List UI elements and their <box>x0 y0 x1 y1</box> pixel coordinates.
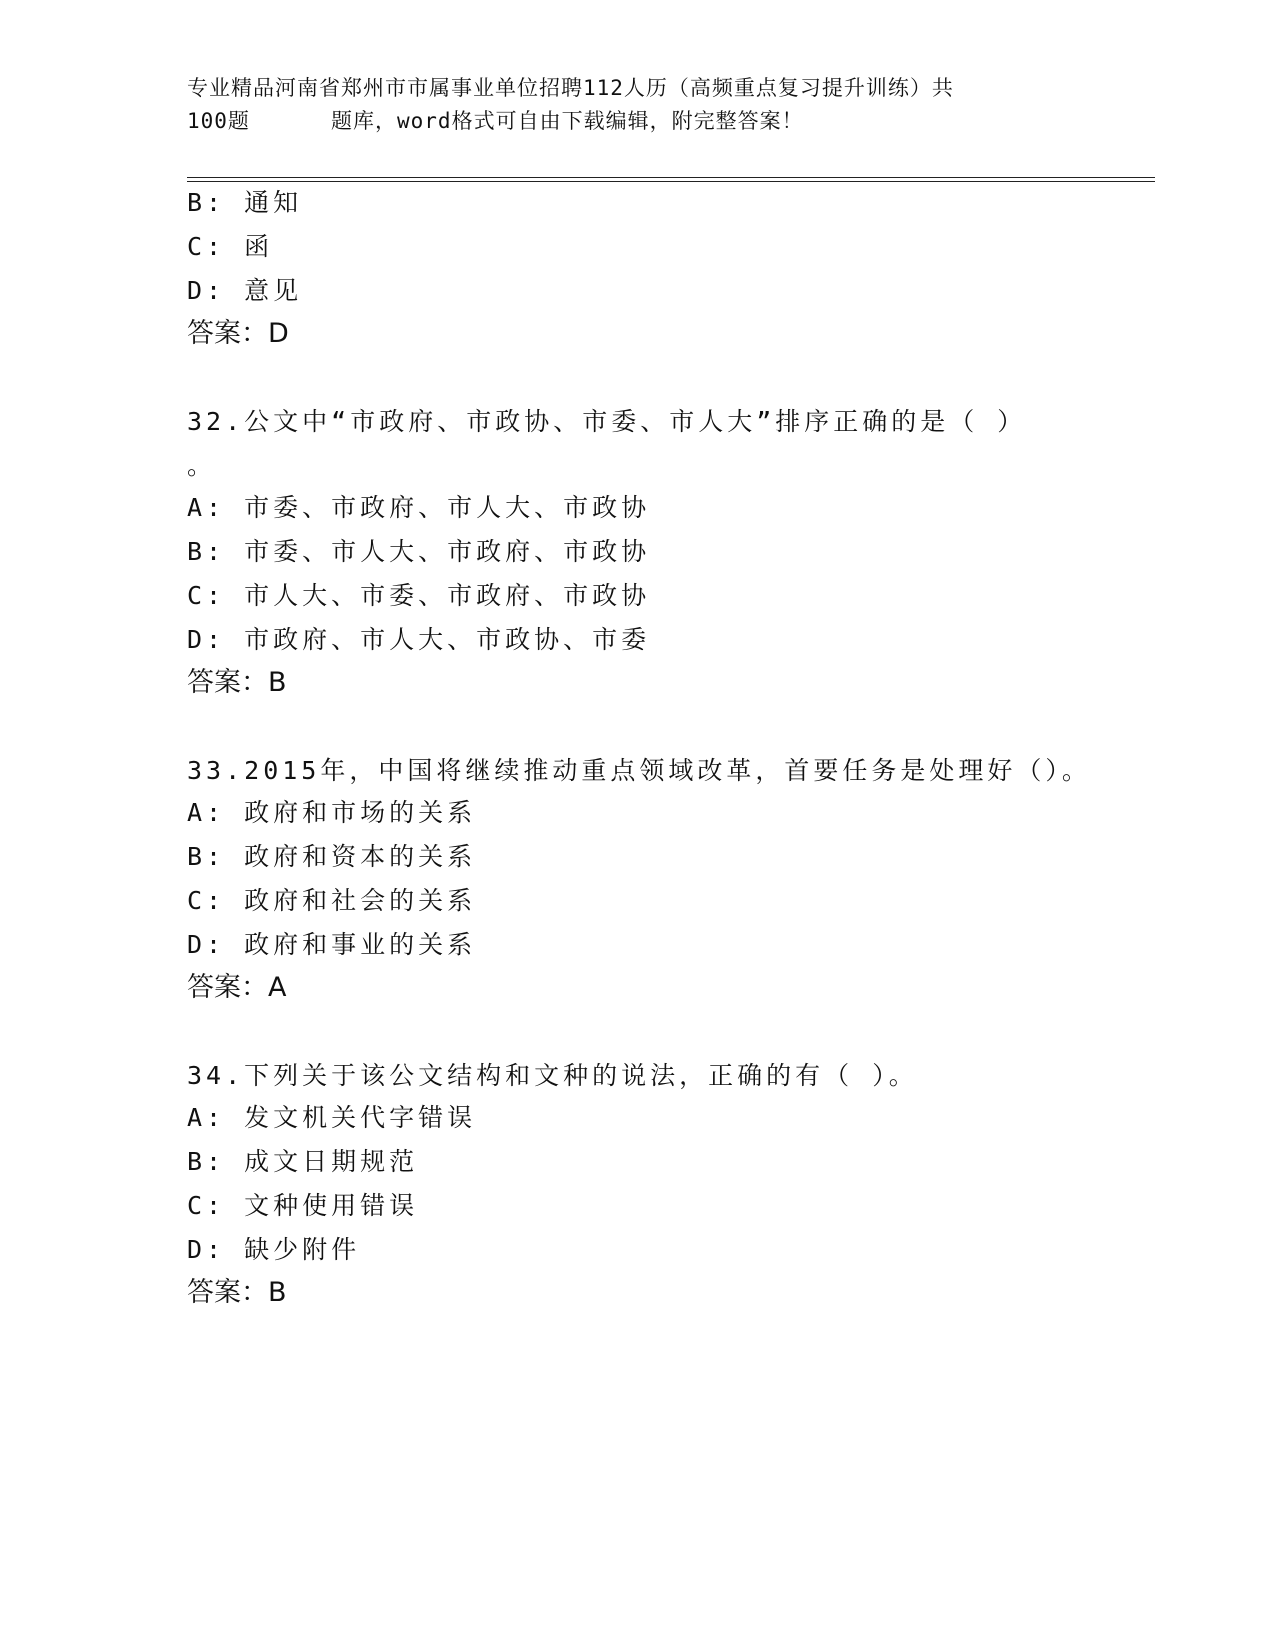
q34-option-c: C: 文种使用错误 <box>187 1191 419 1220</box>
q32-question-continuation: 。 <box>187 451 217 480</box>
header-description: 题库，word格式可自由下载编辑，附完整答案！ <box>331 109 804 133</box>
q33-question: 33.2015年，中国将继续推动重点领域改革，首要任务是处理好（）。 <box>187 756 1091 785</box>
q32-option-b: B: 市委、市人大、市政府、市政协 <box>187 537 651 566</box>
q31-option-b: B: 通知 <box>187 188 303 217</box>
header-line-2 <box>187 105 1107 138</box>
q31-answer: 答案：D <box>187 318 289 349</box>
document-header <box>187 72 1107 138</box>
q34-option-d: D: 缺少附件 <box>187 1235 361 1264</box>
header-divider-bottom <box>187 181 1155 182</box>
q32-answer: 答案：B <box>187 667 287 698</box>
header-question-count: 100题 <box>187 109 250 133</box>
q34-option-a: A: 发文机关代字错误 <box>187 1103 477 1132</box>
q34-question: 34.下列关于该公文结构和文种的说法，正确的有（ ）。 <box>187 1061 918 1090</box>
q32-option-d: D: 市政府、市人大、市政协、市委 <box>187 625 651 654</box>
q33-answer: 答案：A <box>187 972 287 1003</box>
q32-option-a: A: 市委、市政府、市人大、市政协 <box>187 493 651 522</box>
q33-option-c: C: 政府和社会的关系 <box>187 886 477 915</box>
header-divider-top <box>187 177 1155 178</box>
q34-option-b: B: 成文日期规范 <box>187 1147 419 1176</box>
q33-option-a: A: 政府和市场的关系 <box>187 798 477 827</box>
q34-answer: 答案：B <box>187 1277 287 1308</box>
q32-question: 32.公文中“市政府、市政协、市委、市人大”排序正确的是（ ） <box>187 407 1027 436</box>
q33-option-d: D: 政府和事业的关系 <box>187 930 477 959</box>
q32-option-c: C: 市人大、市委、市政府、市政协 <box>187 581 651 610</box>
q33-option-b: B: 政府和资本的关系 <box>187 842 477 871</box>
q31-option-c: C: 函 <box>187 232 274 261</box>
header-line-1: 专业精品河南省郑州市市属事业单位招聘112人历（高频重点复习提升训练）共 <box>187 76 954 100</box>
q31-option-d: D: 意见 <box>187 276 303 305</box>
